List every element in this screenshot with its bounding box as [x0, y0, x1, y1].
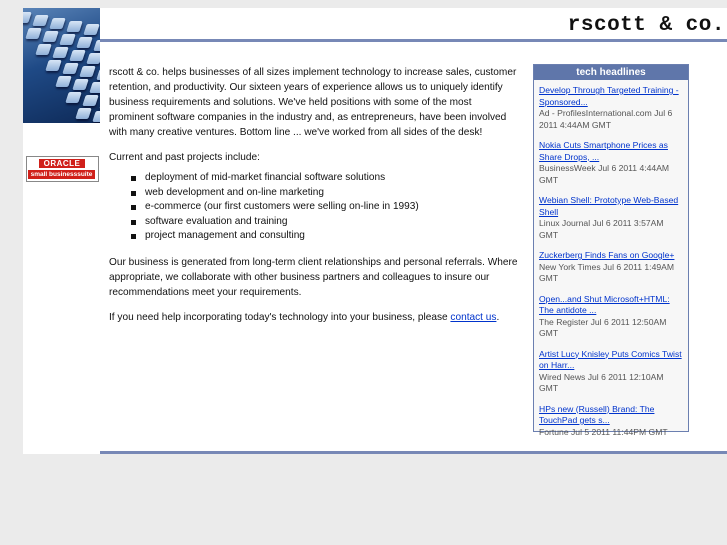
contact-paragraph — [109, 310, 519, 325]
list-item: e-commerce (our first customers were selling on-line in 1993) — [131, 200, 519, 215]
business-paragraph: Our business is generated from long-term client relationships and personal referrals. Where appropriate, we collaborate with other business partners and colleagues to insure our recommendations meet your requirements. — [109, 256, 518, 298]
headline-meta: BusinessWeek Jul 6 2011 4:44AM GMT — [539, 163, 670, 185]
headline-link[interactable]: Zuckerberg Finds Fans on Google+ — [539, 250, 675, 260]
contact-us-link[interactable]: contact us — [450, 311, 497, 323]
list-item: web development and on-line marketing — [131, 186, 519, 201]
headlines-title: tech headlines — [534, 65, 688, 80]
keyboard-key — [92, 111, 100, 122]
keyboard-key — [69, 50, 86, 61]
intro-paragraph: rscott & co. helps businesses of all sizes implement technology to increase sales, customer retention, and productivity. Our sixteen years of experience allows us to uniquely identify business requirements and solutions. We've held positions with some of the most prominent software companies in the industry and, as entrepreneurs, have been involved with many creative ventures. Bottom line ... we've worked from all sides of the desk! — [109, 67, 517, 138]
keyboard-key — [32, 15, 49, 26]
headline-item — [539, 195, 684, 241]
oracle-logo-text: ORACLE — [39, 159, 85, 168]
keyboard-key — [65, 92, 82, 103]
headline-item — [539, 140, 684, 186]
keyboard-key — [79, 66, 96, 77]
contact-prefix: If you need help incorporating today's technology into your business, please — [109, 311, 451, 323]
headline-meta: Ad - ProfilesInternational.com Jul 6 2011 4:44AM GMT — [539, 108, 673, 130]
keyboard-key — [82, 95, 99, 106]
headline-item — [539, 85, 684, 131]
projects-list — [109, 171, 519, 244]
headline-link[interactable]: Webian Shell: Prototype Web-Based Shell — [539, 195, 679, 217]
page-container — [23, 8, 727, 454]
headline-link[interactable]: Open...and Shut Microsoft+HTML: The antidote ... — [539, 293, 670, 315]
keyboard-key — [42, 31, 59, 42]
projects-intro: Current and past projects include: — [109, 152, 260, 163]
site-title: rscott & co. — [567, 14, 725, 37]
contact-suffix: . — [496, 311, 500, 323]
header-divider — [100, 39, 727, 42]
headline-item — [539, 250, 684, 285]
headline-item — [539, 404, 684, 439]
keyboard-key — [62, 63, 79, 74]
headline-link[interactable]: Develop Through Targeted Training - Sponsored... — [539, 85, 679, 107]
keyboard-key — [76, 37, 93, 48]
sidebar — [23, 8, 100, 454]
keyboard-key — [83, 24, 100, 35]
list-item: software evaluation and training — [131, 215, 519, 230]
keyboard-key — [23, 12, 32, 23]
headline-meta: New York Times Jul 6 2011 1:49AM GMT — [539, 261, 675, 283]
footer-divider — [100, 451, 727, 454]
headlines-list — [534, 80, 688, 438]
keyboard-key — [35, 44, 52, 55]
headline-meta: Linux Journal Jul 6 2011 3:57AM GMT — [539, 218, 664, 240]
list-item: deployment of mid-market financial software solutions — [131, 171, 519, 186]
headline-item — [539, 294, 684, 340]
keyboard-key — [45, 60, 62, 71]
keyboard-key — [96, 69, 100, 80]
headline-link[interactable]: Artist Lucy Knisley Puts Comics Twist on Harr... — [539, 348, 682, 370]
keyboard-key — [49, 18, 66, 29]
main-content — [109, 65, 519, 335]
keyboard-key — [93, 40, 100, 51]
headline-meta: The Register Jul 6 2011 12:50AM GMT — [539, 316, 667, 338]
keyboard-key — [72, 79, 89, 90]
keyboard-key — [55, 76, 72, 87]
headline-link[interactable]: Nokia Cuts Smartphone Prices as Share Drops, ... — [539, 140, 668, 162]
keyboard-key — [89, 82, 100, 93]
keyboard-key — [25, 28, 42, 39]
headline-meta: Wired News Jul 6 2011 12:10AM GMT — [539, 371, 664, 393]
keyboard-key — [75, 108, 92, 119]
keyboard-key — [66, 21, 83, 32]
keyboard-key — [52, 47, 69, 58]
tech-headlines-panel — [533, 64, 689, 437]
oracle-small-business-suite-logo[interactable] — [26, 156, 99, 182]
keyboard-key — [59, 34, 76, 45]
keyboard-key — [99, 98, 100, 109]
headline-item — [539, 349, 684, 395]
headline-link[interactable]: HPs new (Russell) Brand: The TouchPad gets s... — [539, 403, 655, 425]
list-item: project management and consulting — [131, 229, 519, 244]
headline-meta: Fortune Jul 5 2011 11:44PM GMT — [539, 426, 668, 437]
keyboard-photo — [23, 8, 100, 123]
keyboard-key — [86, 53, 100, 64]
oracle-product-text: small businesssuite — [28, 170, 95, 179]
